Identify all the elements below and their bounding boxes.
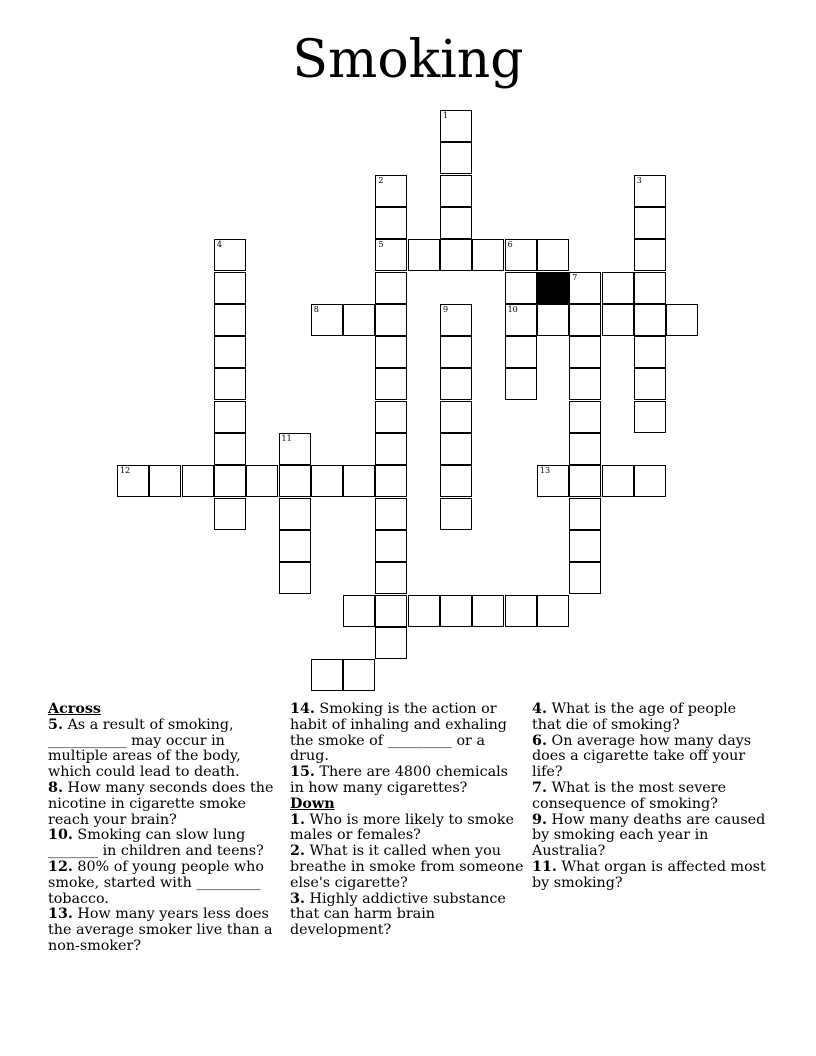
clue-item-text: Highly addictive substance that can harm brain development?	[290, 890, 506, 939]
clue-item	[290, 844, 526, 891]
grid-cell[interactable]	[440, 465, 472, 497]
grid-cell[interactable]	[214, 401, 246, 433]
grid-cell[interactable]	[634, 175, 666, 207]
clue-item-number: 15.	[290, 764, 315, 781]
across-heading: Across	[48, 701, 101, 717]
grid-cell[interactable]	[440, 401, 472, 433]
grid-cell[interactable]	[214, 368, 246, 400]
grid-cell[interactable]	[375, 530, 407, 562]
grid-cell[interactable]	[311, 465, 343, 497]
grid-cell[interactable]	[505, 272, 537, 304]
grid-cell[interactable]	[569, 498, 601, 530]
clue-item-text: Who is more likely to smoke males or females?	[290, 811, 514, 844]
clue-item-number: 6.	[532, 732, 547, 749]
grid-cell[interactable]	[505, 304, 537, 336]
grid-cell[interactable]	[343, 465, 375, 497]
clue-number: 6	[507, 240, 513, 250]
grid-cell[interactable]	[214, 498, 246, 530]
grid-cell[interactable]	[634, 368, 666, 400]
clue-item	[48, 860, 284, 907]
clue-number: 3	[636, 175, 642, 185]
clue-item-number: 13.	[48, 906, 73, 923]
clue-item-text: Smoking can slow lung _______ in children and teens?	[48, 827, 264, 860]
clue-item-number: 5.	[48, 716, 63, 733]
grid-cell[interactable]	[117, 465, 149, 497]
clues-column-1	[48, 702, 284, 955]
grid-cell[interactable]	[505, 595, 537, 627]
grid-cell[interactable]	[375, 368, 407, 400]
grid-cell[interactable]	[375, 239, 407, 271]
clue-item-text: What is it called when you breathe in smoke from someone else's cigarette?	[290, 843, 524, 891]
clue-number: 8	[313, 304, 319, 314]
grid-cell[interactable]	[214, 336, 246, 368]
grid-cell[interactable]	[440, 368, 472, 400]
clue-number: 13	[539, 466, 551, 476]
grid-cell[interactable]	[375, 304, 407, 336]
clue-item-text: How many deaths are caused by smoking each year in Australia?	[532, 811, 766, 860]
clue-item-number: 4.	[532, 701, 547, 717]
clue-item-number: 11.	[532, 858, 557, 875]
grid-cell[interactable]	[440, 498, 472, 530]
clue-number: 2	[378, 175, 384, 185]
grid-cell[interactable]	[214, 465, 246, 497]
clue-item-text: What organ is affected most by smoking?	[532, 858, 766, 891]
grid-cell[interactable]	[375, 465, 407, 497]
grid-cell[interactable]	[440, 336, 472, 368]
grid-cell[interactable]	[634, 239, 666, 271]
clue-item-number: 1.	[290, 811, 305, 828]
grid-cell[interactable]	[246, 465, 278, 497]
clue-item-number: 9.	[532, 811, 547, 828]
down-clue-list-continued	[532, 702, 768, 892]
grid-cell[interactable]	[505, 336, 537, 368]
grid-cell[interactable]	[440, 175, 472, 207]
clue-item-number: 14.	[290, 701, 315, 717]
grid-cell[interactable]	[634, 304, 666, 336]
clue-item	[48, 718, 284, 781]
grid-cell[interactable]	[602, 304, 634, 336]
black-square	[537, 272, 569, 304]
grid-cell[interactable]	[440, 595, 472, 627]
grid-cell[interactable]	[569, 336, 601, 368]
grid-cell[interactable]	[634, 465, 666, 497]
grid-cell[interactable]	[634, 272, 666, 304]
clue-item-number: 10.	[48, 827, 73, 844]
clue-item-text: How many years less does the average smoker live than a non-smoker?	[48, 906, 273, 954]
clue-item-text: How many seconds does the nicotine in cigarette smoke reach your brain?	[48, 779, 274, 828]
grid-cell[interactable]	[279, 530, 311, 562]
grid-cell[interactable]	[634, 336, 666, 368]
clue-item-text: 80% of young people who smoke, started with _________ tobacco.	[48, 858, 264, 907]
clue-item	[48, 828, 284, 860]
grid-cell[interactable]	[569, 401, 601, 433]
grid-cell[interactable]	[375, 595, 407, 627]
page-title: Smoking	[292, 30, 524, 90]
down-heading: Down	[290, 795, 335, 812]
grid-cell[interactable]	[602, 465, 634, 497]
clue-item-text: As a result of smoking, ___________ may occur in multiple areas of the body, which could lead to death.	[48, 716, 241, 781]
clue-item-text: On average how many days does a cigarette take off your life?	[532, 732, 752, 781]
clue-item	[290, 702, 526, 765]
clue-item	[532, 702, 768, 734]
grid-cell[interactable]	[537, 239, 569, 271]
grid-cell[interactable]	[375, 175, 407, 207]
grid-cell[interactable]	[505, 368, 537, 400]
clues-column-3	[532, 702, 768, 892]
clue-item-number: 3.	[290, 890, 305, 907]
clue-item	[290, 813, 526, 845]
grid-cell[interactable]	[408, 239, 440, 271]
grid-cell[interactable]	[505, 239, 537, 271]
grid-cell[interactable]	[149, 465, 181, 497]
grid-cell[interactable]	[569, 433, 601, 465]
grid-cell[interactable]	[343, 659, 375, 691]
clue-item	[48, 781, 284, 828]
grid-cell[interactable]	[279, 465, 311, 497]
clue-number: 9	[443, 304, 449, 314]
clue-item-number: 2.	[290, 843, 305, 860]
clue-number: 10	[507, 304, 518, 314]
clue-item-number: 8.	[48, 779, 63, 796]
clue-item-text: There are 4800 chemicals in how many cigarettes?	[290, 764, 509, 796]
grid-cell[interactable]	[634, 401, 666, 433]
clue-number: 1	[443, 111, 449, 120]
clue-item-text: What is the most severe consequence of smoking?	[532, 779, 727, 812]
grid-cell[interactable]	[311, 659, 343, 691]
grid-cell[interactable]	[569, 530, 601, 562]
grid-cell[interactable]	[343, 304, 375, 336]
grid-cell[interactable]	[537, 304, 569, 336]
grid-cell[interactable]	[375, 207, 407, 239]
grid-cell[interactable]	[343, 595, 375, 627]
clue-number: 5	[378, 240, 384, 250]
grid-cell[interactable]	[569, 368, 601, 400]
down-clue-list	[290, 813, 526, 939]
grid-cell[interactable]	[375, 627, 407, 659]
grid-cell[interactable]	[375, 562, 407, 594]
grid-cell[interactable]	[279, 562, 311, 594]
grid-cell[interactable]	[408, 595, 440, 627]
grid-cell[interactable]	[214, 239, 246, 271]
clue-item-text: Smoking is the action or habit of inhaling and exhaling the smoke of _________ or a drug.	[290, 701, 507, 765]
grid-cell[interactable]	[311, 304, 343, 336]
grid-cell[interactable]	[569, 562, 601, 594]
clue-item	[532, 734, 768, 781]
grid-cell[interactable]	[440, 207, 472, 239]
clue-item	[532, 860, 768, 892]
grid-cell[interactable]	[472, 595, 504, 627]
grid-cell[interactable]	[602, 272, 634, 304]
grid-cell[interactable]	[214, 272, 246, 304]
clue-item	[290, 765, 526, 797]
clue-item	[532, 781, 768, 813]
grid-cell[interactable]	[634, 207, 666, 239]
grid-cell[interactable]	[472, 239, 504, 271]
grid-cell[interactable]	[214, 304, 246, 336]
clues-column-2	[290, 702, 526, 939]
clue-number: 11	[281, 434, 292, 443]
grid-cell[interactable]	[440, 433, 472, 465]
clue-item	[532, 813, 768, 860]
clue-item	[48, 907, 284, 954]
grid-cell[interactable]	[375, 272, 407, 304]
clue-number: 7	[572, 272, 578, 282]
clue-item-text: What is the age of people that die of smoking?	[532, 701, 737, 733]
grid-cell[interactable]	[440, 142, 472, 174]
grid-cell[interactable]	[279, 498, 311, 530]
across-clue-list-continued	[290, 702, 526, 797]
grid-cell[interactable]	[569, 465, 601, 497]
grid-cell[interactable]	[375, 401, 407, 433]
grid-cell[interactable]	[537, 465, 569, 497]
grid-cell[interactable]	[569, 304, 601, 336]
clue-number: 4	[216, 240, 222, 250]
grid-cell[interactable]	[375, 498, 407, 530]
grid-cell[interactable]	[214, 433, 246, 465]
grid-cell[interactable]	[569, 272, 601, 304]
grid-cell[interactable]	[375, 433, 407, 465]
grid-cell[interactable]	[537, 595, 569, 627]
grid-cell[interactable]	[182, 465, 214, 497]
clue-number: 12	[120, 466, 131, 476]
grid-cell[interactable]	[279, 433, 311, 465]
clue-item	[290, 892, 526, 939]
clue-item-number: 12.	[48, 858, 73, 875]
clue-item-number: 7.	[532, 779, 547, 796]
grid-cell[interactable]	[440, 304, 472, 336]
grid-cell[interactable]	[666, 304, 698, 336]
grid-cell[interactable]	[440, 110, 472, 142]
grid-cell[interactable]	[375, 336, 407, 368]
across-clue-list	[48, 718, 284, 955]
grid-cell[interactable]	[440, 239, 472, 271]
